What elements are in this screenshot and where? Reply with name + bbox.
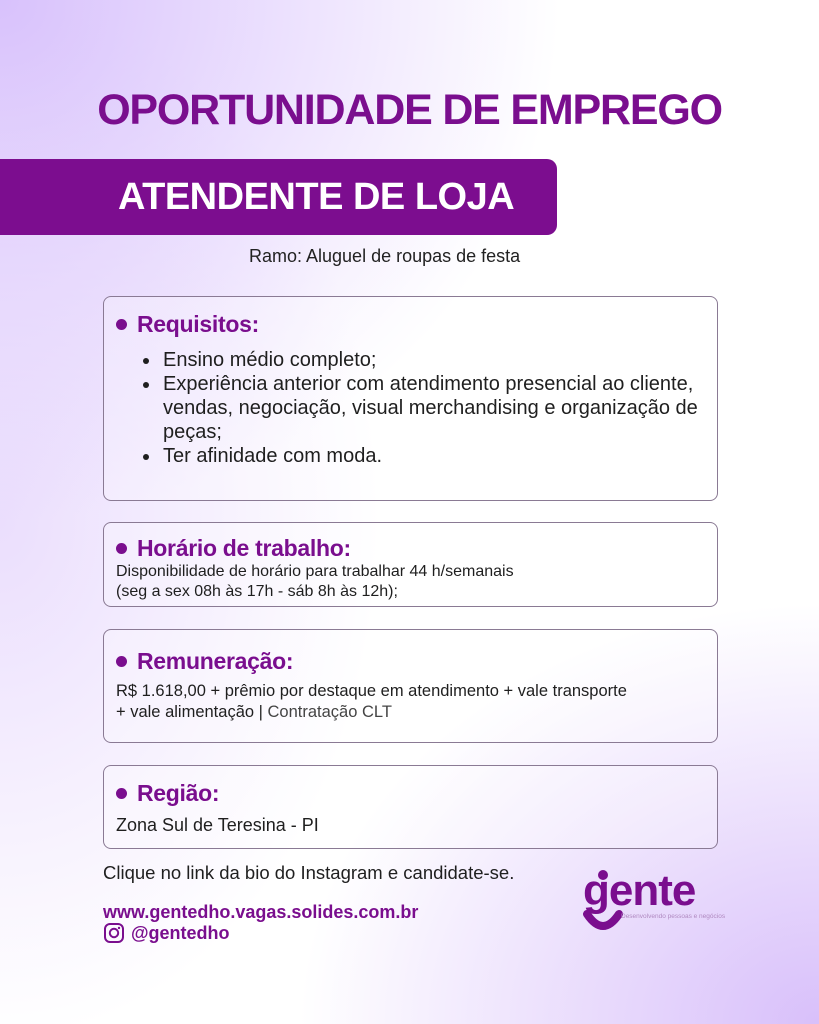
compensation-benefits: + vale alimentação <box>116 703 255 721</box>
contract-type: Contratação CLT <box>267 703 392 721</box>
list-item: Ter afinidade com moda. <box>143 444 705 468</box>
compensation-line-1: R$ 1.618,00 + prêmio por destaque em atendimento + vale transporte <box>116 682 627 700</box>
logo-tagline: Desenvolvendo pessoas e negócios <box>621 913 726 920</box>
schedule-heading <box>116 535 705 562</box>
instagram-link[interactable] <box>103 922 230 944</box>
logo-wordmark: gente <box>583 866 696 915</box>
bullet-icon <box>116 656 127 667</box>
bullet-icon <box>116 788 127 799</box>
main-title: OPORTUNIDADE DE EMPREGO <box>97 86 722 134</box>
compensation-line-2 <box>116 702 705 723</box>
list-item: Ensino médio completo; <box>143 348 705 372</box>
schedule-title: Horário de trabalho: <box>137 535 351 561</box>
region-value: Zona Sul de Teresina - PI <box>116 815 319 835</box>
bullet-icon <box>116 319 127 330</box>
region-title: Região: <box>137 780 220 806</box>
compensation-title: Remuneração: <box>137 648 294 674</box>
compensation-body <box>116 681 705 723</box>
requirements-card <box>103 296 718 501</box>
compensation-separator: | <box>254 703 268 721</box>
compensation-card <box>103 629 718 743</box>
region-heading <box>116 780 705 807</box>
instagram-handle: @gentedho <box>131 922 230 943</box>
list-item: Experiência anterior com atendimento presencial ao cliente, vendas, negociação, visual merchandising e organização de peças; <box>143 372 705 444</box>
website-link[interactable]: www.gentedho.vagas.solides.com.br <box>103 902 419 922</box>
call-to-action: Clique no link da bio do Instagram e candidate-se. <box>103 862 515 883</box>
instagram-icon <box>103 922 125 944</box>
schedule-line-2: (seg a sex 08h às 17h - sáb 8h às 12h); <box>116 583 398 600</box>
requirements-list <box>116 348 705 468</box>
schedule-body <box>116 562 705 602</box>
requirements-title: Requisitos: <box>137 311 259 337</box>
bullet-icon <box>116 543 127 554</box>
schedule-line-1: Disponibilidade de horário para trabalhar 44 h/semanais <box>116 563 514 580</box>
job-title: ATENDENTE DE LOJA <box>118 175 515 218</box>
region-card <box>103 765 718 849</box>
schedule-card <box>103 522 718 607</box>
job-title-banner <box>0 159 557 235</box>
gente-logo <box>583 866 726 936</box>
compensation-heading <box>116 648 705 675</box>
requirements-heading <box>116 311 705 338</box>
sector-label: Ramo: Aluguel de roupas de festa <box>249 246 521 266</box>
